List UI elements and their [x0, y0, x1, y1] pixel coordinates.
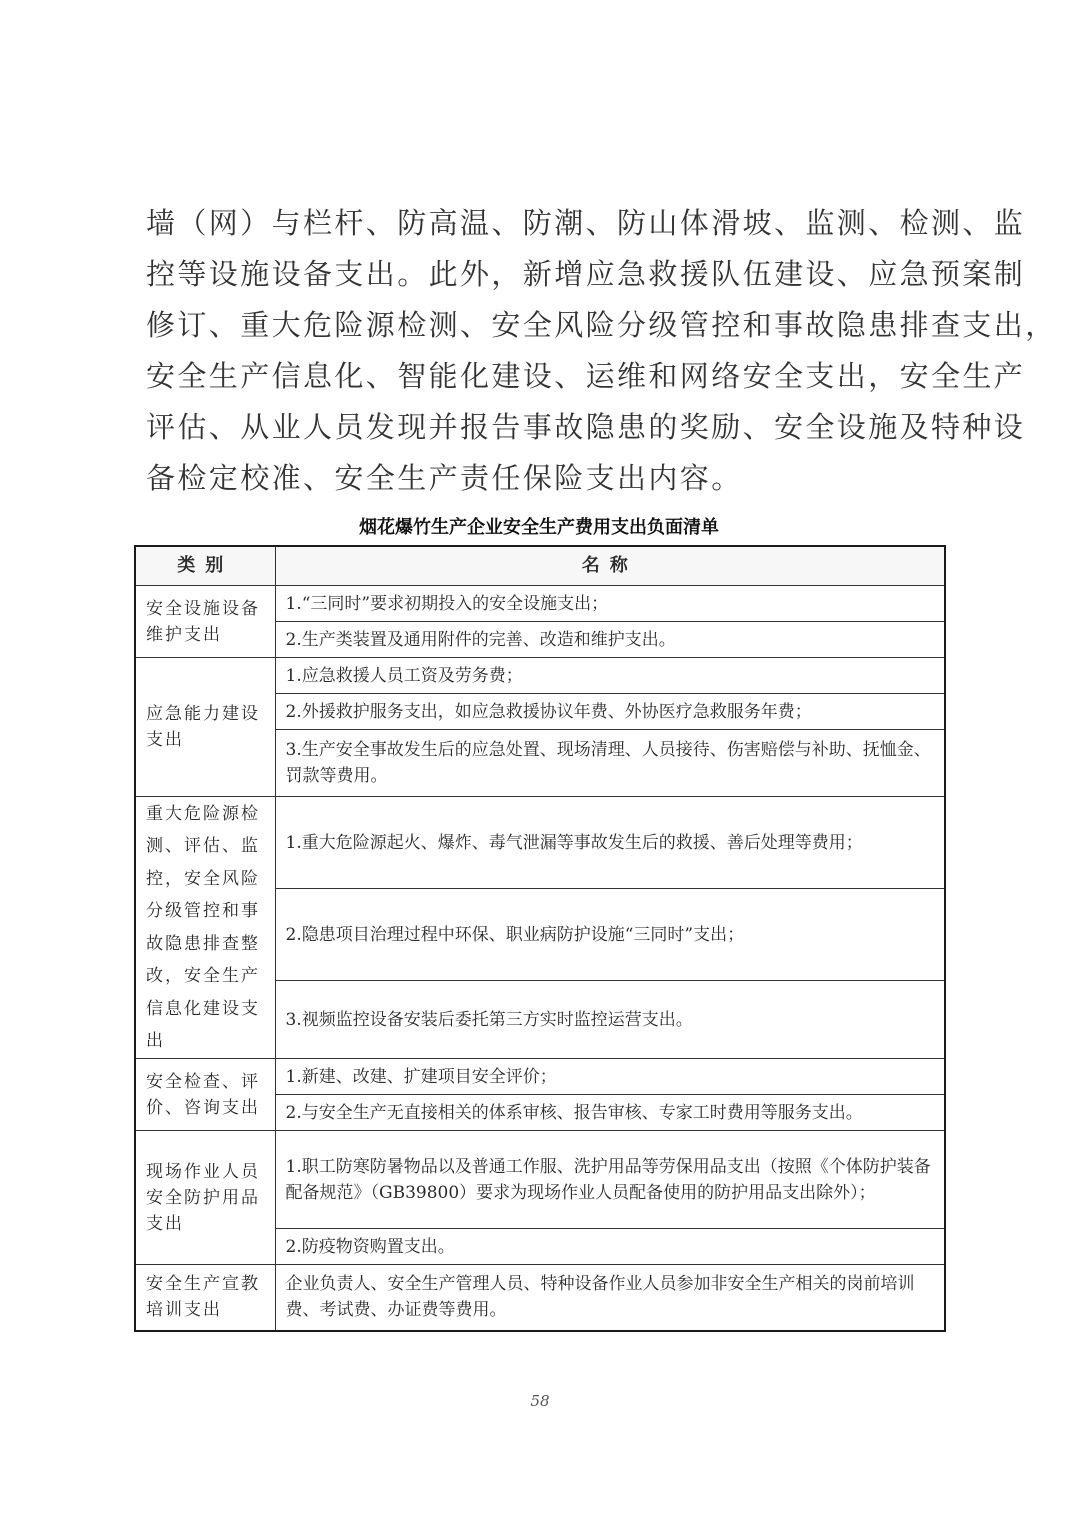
header-category: 类别: [135, 546, 275, 586]
category-cell: 安全生产宣教培训支出: [135, 1265, 275, 1331]
header-name: 名称: [275, 546, 945, 586]
category-cell: 安全检查、评价、咨询支出: [135, 1059, 275, 1131]
item-cell: 1.职工防寒防暑物品以及普通工作服、洗护用品等劳保用品支出（按照《个体防护装备配备规范》（GB39800）要求为现场作业人员配备使用的防护用品支出除外）；: [275, 1131, 945, 1229]
table-row: [135, 1059, 945, 1095]
page-number: 58: [530, 1392, 550, 1410]
table-row: [135, 797, 945, 889]
category-cell: 安全设施设备维护支出: [135, 586, 275, 658]
body-paragraph: [146, 198, 1057, 504]
item-cell: 1.应急救援人员工资及劳务费；: [275, 658, 945, 694]
table-title: 烟花爆竹生产企业安全生产费用支出负面清单: [359, 517, 719, 538]
item-cell: 2.防疫物资购置支出。: [275, 1229, 945, 1265]
table-row: [135, 658, 945, 694]
item-cell: 1.重大危险源起火、爆炸、毒气泄漏等事故发生后的救援、善后处理等费用；: [275, 797, 945, 889]
item-cell: 2.生产类装置及通用附件的完善、改造和维护支出。: [275, 622, 945, 658]
table-header-row: [135, 546, 945, 586]
paragraph-line: 安全生产信息化、智能化建设、运维和网络安全支出，安全生产: [146, 359, 1026, 393]
paragraph-line: 评估、从业人员发现并报告事故隐患的奖励、安全设施及特种设: [146, 410, 1026, 444]
paragraph-line: 修订、重大危险源检测、安全风险分级管控和事故隐患排查支出，: [146, 308, 1057, 342]
item-cell: 2.与安全生产无直接相关的体系审核、报告审核、专家工时费用等服务支出。: [275, 1095, 945, 1131]
item-cell: 2.隐患项目治理过程中环保、职业病防护设施“三同时”支出；: [275, 889, 945, 981]
item-cell: 3.生产安全事故发生后的应急处置、现场清理、人员接待、伤害赔偿与补助、抚恤金、罚款等费用。: [275, 730, 945, 797]
category-cell: 现场作业人员安全防护用品支出: [135, 1131, 275, 1265]
expense-negative-list-table: [134, 545, 946, 1332]
table-row: [135, 586, 945, 622]
paragraph-line: 控等设施设备支出。此外，新增应急救援队伍建设、应急预案制: [146, 257, 1026, 291]
item-cell: 1.“三同时”要求初期投入的安全设施支出；: [275, 586, 945, 622]
item-cell: 3.视频监控设备安装后委托第三方实时监控运营支出。: [275, 981, 945, 1059]
paragraph-line: 备检定校准、安全生产责任保险支出内容。: [146, 461, 743, 495]
category-cell: 重大危险源检测、评估、监控，安全风险分级管控和事故隐患排查整改，安全生产信息化建设支出: [135, 797, 275, 1059]
item-cell: 2.外援救护服务支出，如应急救援协议年费、外协医疗急救服务年费；: [275, 694, 945, 730]
table-row: [135, 1131, 945, 1229]
item-cell: 企业负责人、安全生产管理人员、特种设备作业人员参加非安全生产相关的岗前培训费、考试费、办证费等费用。: [275, 1265, 945, 1331]
category-cell: 应急能力建设支出: [135, 658, 275, 797]
table-row: [135, 1265, 945, 1331]
paragraph-line: 墙（网）与栏杆、防高温、防潮、防山体滑坡、监测、检测、监: [146, 206, 1026, 240]
item-cell: 1.新建、改建、扩建项目安全评价；: [275, 1059, 945, 1095]
